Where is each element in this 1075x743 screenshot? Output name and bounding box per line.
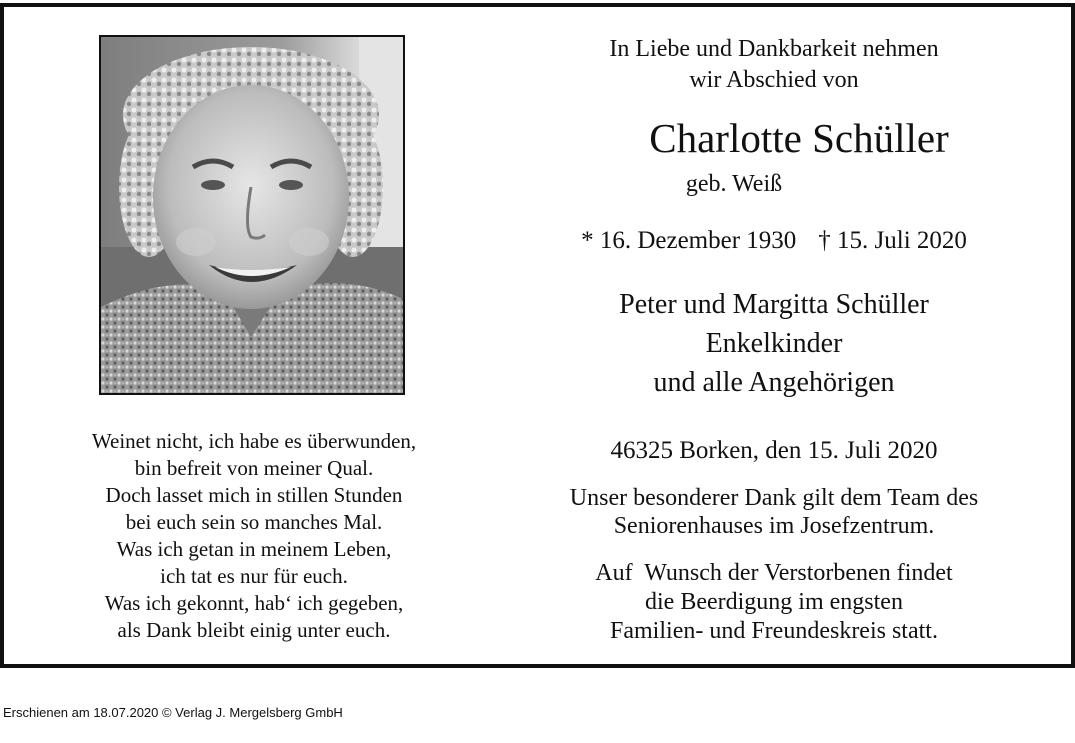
intro-line: wir Abschied von (689, 67, 859, 93)
poem-line: bin befreit von meiner Qual. (134, 456, 374, 480)
poem-line: Was ich gekonnt, hab‘ ich gegeben, (104, 591, 404, 615)
funeral-line: Auf Wunsch der Verstorbenen findet (595, 560, 953, 586)
poem-line: Doch lasset mich in stillen Stunden (105, 483, 403, 507)
intro-line: In Liebe und Dankbarkeit nehmen (609, 36, 939, 62)
mourner-line: Enkelkinder (705, 328, 843, 359)
intro-text (509, 34, 1039, 96)
deceased-name: Charlotte Schüller (649, 115, 949, 161)
mourner-line: Peter und Margitta Schüller (619, 289, 929, 320)
portrait-image (101, 37, 403, 393)
poem-line: Was ich getan in meinem Leben, (116, 537, 392, 561)
place-and-date: 46325 Borken, den 15. Juli 2020 (610, 437, 938, 464)
funeral-line: die Beerdigung im engsten (645, 589, 903, 615)
poem-line: ich tat es nur für euch. (160, 564, 348, 588)
publication-credit: Erschienen am 18.07.2020 © Verlag J. Mergelsberg GmbH (3, 705, 343, 720)
funeral-line: Familien- und Freundeskreis statt. (610, 618, 938, 644)
thanks-line: Unser besonderer Dank gilt dem Team des (569, 485, 979, 511)
life-dates (509, 225, 1039, 257)
portrait-photo (99, 35, 405, 395)
poem-line: bei euch sein so manches Mal. (125, 510, 383, 534)
poem-line: Weinet nicht, ich habe es überwunden, (91, 429, 417, 453)
funeral-text (509, 559, 1039, 646)
poem (24, 428, 484, 644)
obituary-notice (0, 3, 1075, 668)
thanks-line: Seniorenhauses im Josefzentrum. (613, 513, 935, 539)
mourners (509, 285, 1039, 402)
birth-date: * 16. Dezember 1930 (581, 227, 797, 254)
mourner-line: und alle Angehörigen (653, 367, 895, 398)
death-date: † 15. Juli 2020 (818, 227, 967, 254)
poem-line: als Dank bleibt einig unter euch. (117, 618, 391, 642)
thanks-text (509, 484, 1039, 540)
birth-name: geb. Weiß (685, 171, 783, 197)
